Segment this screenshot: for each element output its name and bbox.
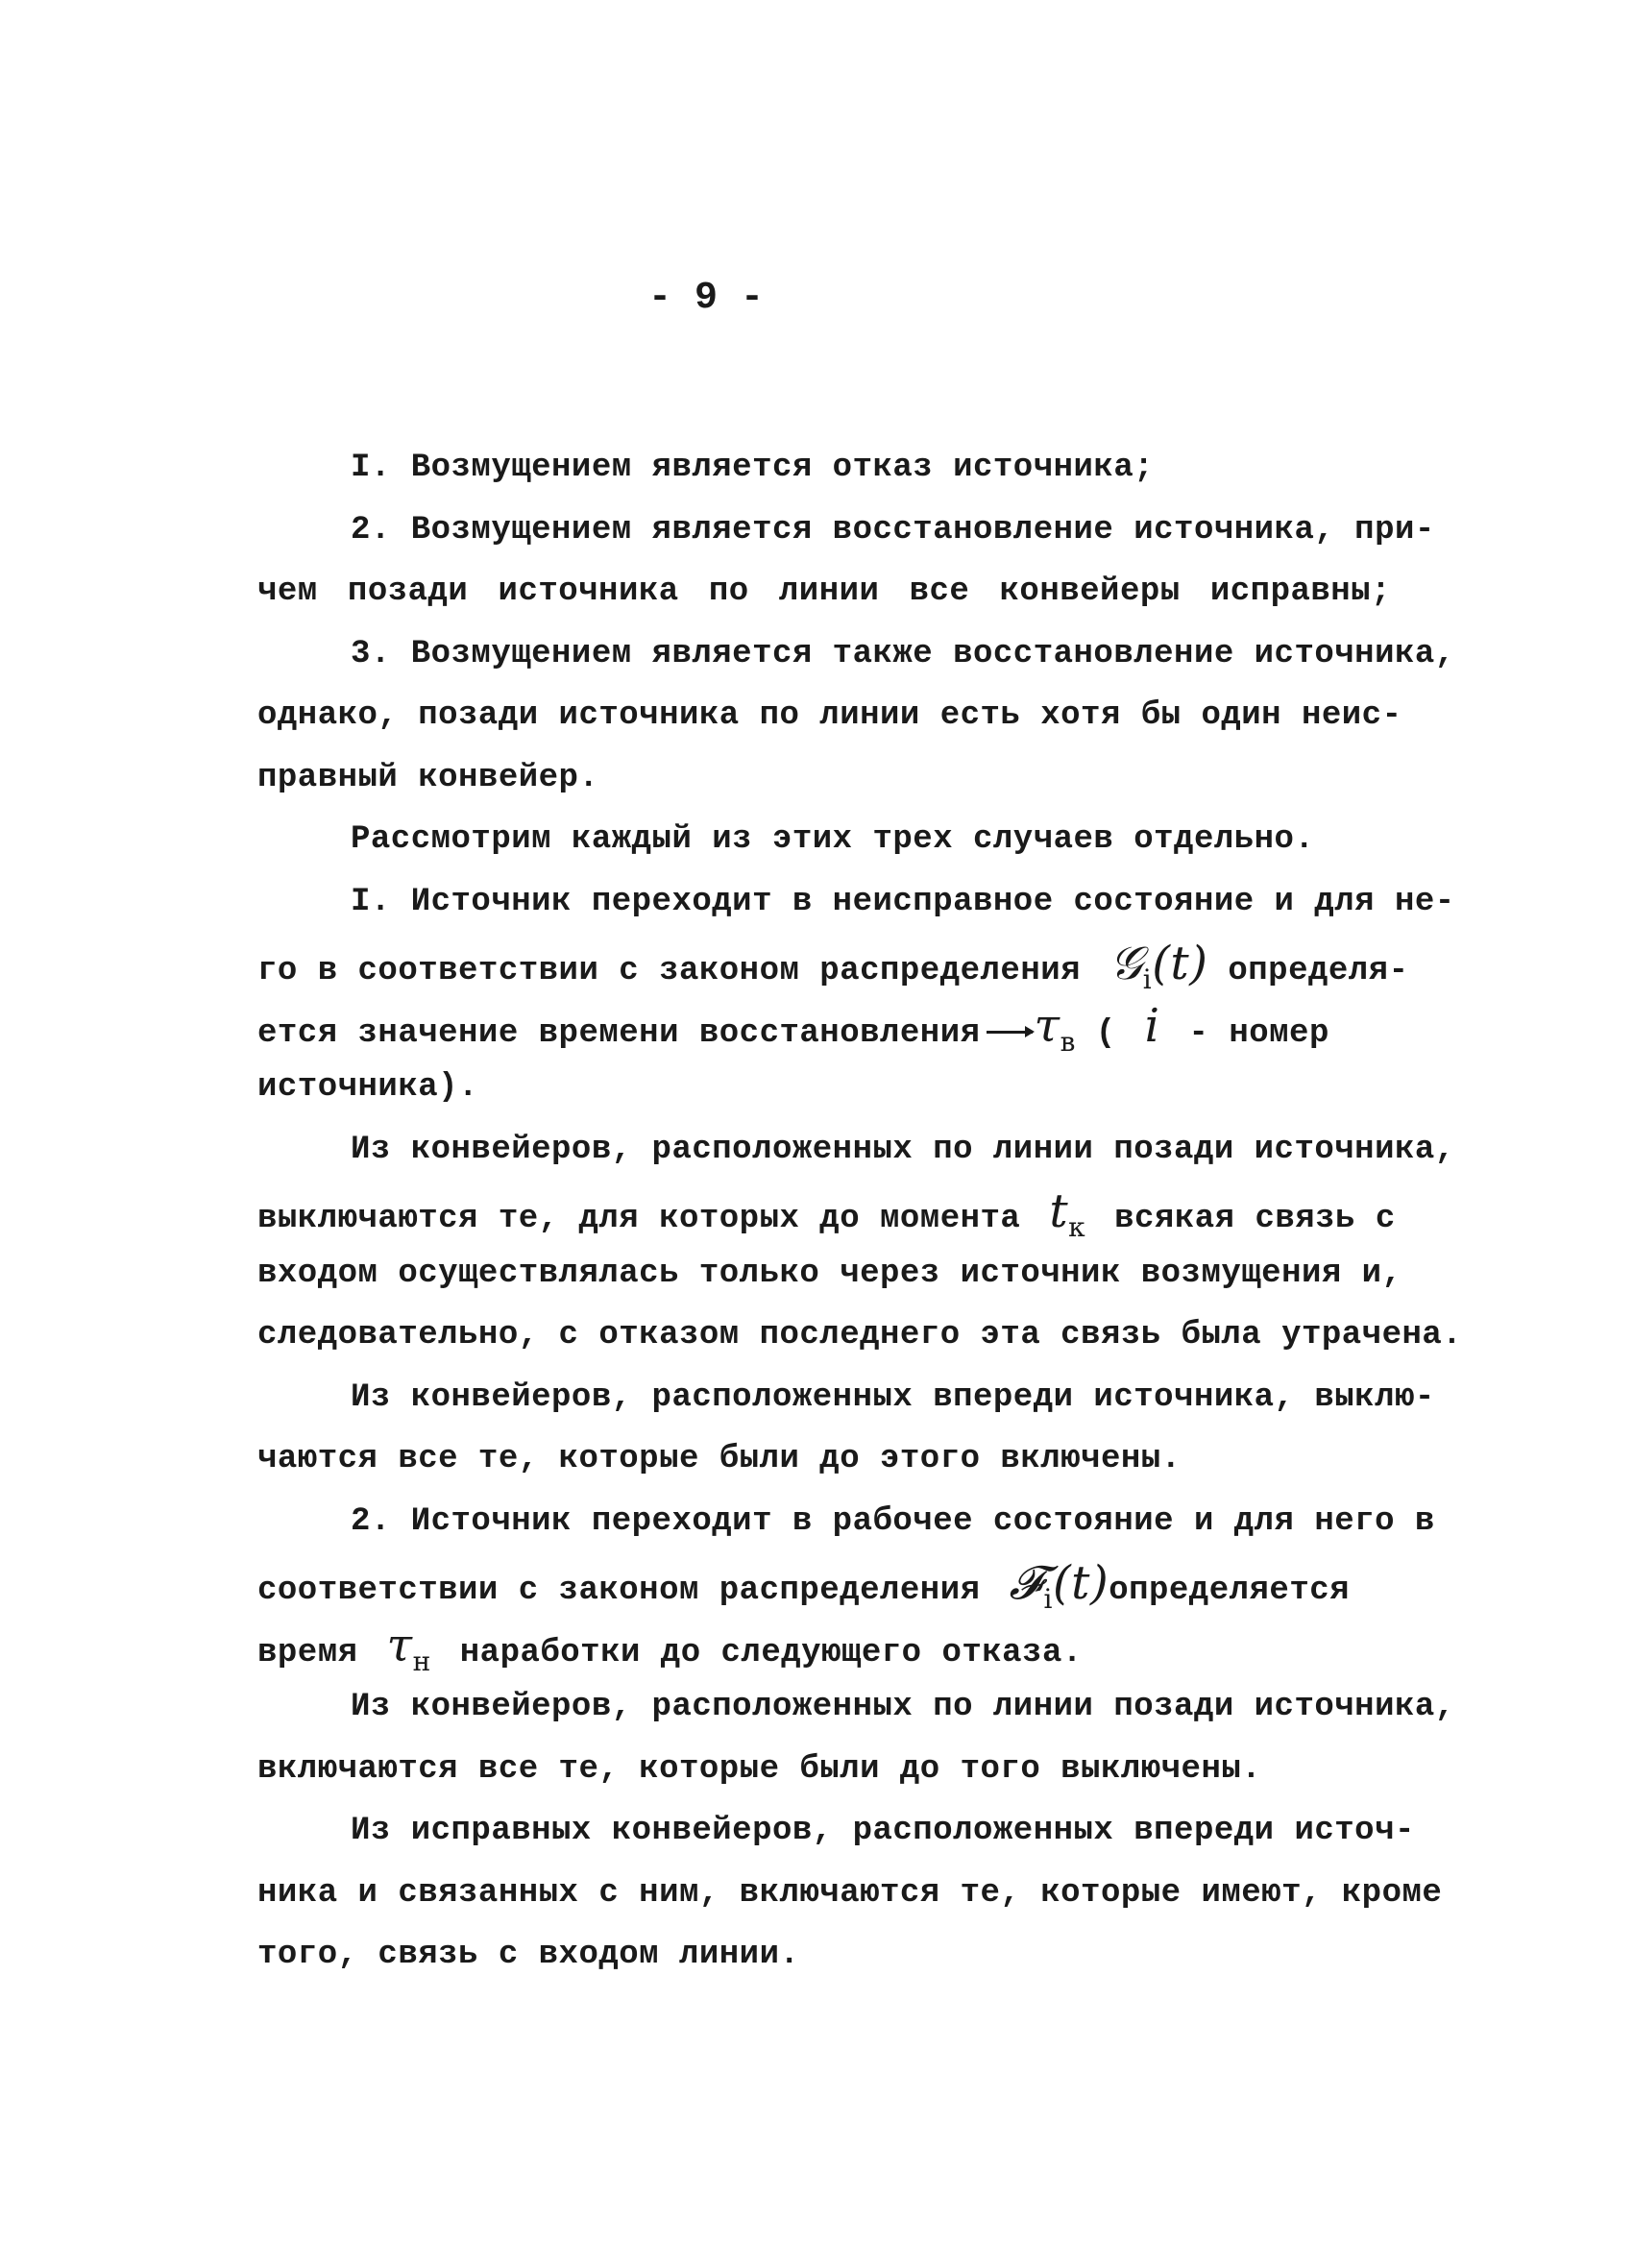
text-line (257, 1615, 1391, 1677)
handwritten-formula: $\tau_в$ (1034, 998, 1076, 1058)
handwritten-formula: i (1144, 998, 1160, 1053)
text-line: Рассмотрим каждый из этих трех случаев отдельно. (351, 821, 1315, 858)
page-number: - 9 - (647, 277, 765, 320)
text-line: чем позади источника по линии все конвейеры исправны; (257, 573, 1391, 610)
text-segment: го в соответствии с законом распределения (257, 953, 1082, 989)
text-line: источника). (257, 1069, 478, 1106)
text-segment: определя- (1228, 953, 1409, 989)
text-segment: соответствии с законом распределения (257, 1573, 981, 1609)
text-line: Из конвейеров, расположенных впереди источника, выклю- (351, 1378, 1435, 1416)
text-line: 3. Возмущением является также восстановление источника, (351, 635, 1455, 672)
text-line: однако, позади источника по линии есть хотя бы один неис- (257, 697, 1402, 734)
text-segment: ( (1095, 1014, 1116, 1052)
handwritten-formula: 𝓕$_i$(t) (1009, 1556, 1109, 1615)
text-segment: наработки до следующего отказа. (459, 1634, 1083, 1671)
handwritten-formula: 𝒢$_i$(t) (1109, 937, 1208, 995)
text-segment: выключаются те, для которых до момента (257, 1201, 1021, 1237)
text-segment: - номер (1188, 1014, 1329, 1052)
arrow-icon (987, 1031, 1033, 1034)
text-line: I. Источник переходит в неисправное состояние и для не- (351, 883, 1455, 920)
text-segment: время (257, 1634, 358, 1671)
text-line (257, 995, 1391, 1058)
text-line: ника и связанных с ним, включаются те, которые имеют, кроме (257, 1874, 1443, 1912)
text-segment: определяется (1109, 1573, 1351, 1609)
body-text (257, 437, 1463, 1987)
text-line: 2. Возмущением является восстановление источника, при- (351, 511, 1435, 549)
text-line: того, связь с входом линии. (257, 1937, 800, 1973)
text-line: Из конвейеров, расположенных по линии позади источника, (351, 1131, 1455, 1168)
text-line: 2. Источник переходит в рабочее состояние и для него в (351, 1502, 1435, 1540)
text-line: правный конвейер. (257, 759, 599, 796)
text-line: I. Возмущением является отказ источника; (351, 450, 1155, 486)
text-segment: ется значение времени восстановления (257, 1014, 981, 1052)
text-line: входом осуществлялась только через источник возмущения и, (257, 1255, 1402, 1292)
text-line: Из конвейеров, расположенных по линии позади источника, (351, 1689, 1455, 1725)
text-line: чаются все те, которые были до этого включены. (257, 1441, 1182, 1477)
text-segment: всякая связь с (1114, 1201, 1396, 1237)
text-line (257, 1552, 1391, 1615)
text-line: включаются все те, которые были до того выключены. (257, 1750, 1262, 1788)
text-line (257, 933, 1409, 995)
text-line (257, 1181, 1396, 1243)
text-line: следовательно, с отказом последнего эта связь была утрачена. (257, 1317, 1463, 1353)
handwritten-formula: $\tau_н$ (386, 1618, 431, 1677)
text-line: Из исправных конвейеров, расположенных впереди источ- (351, 1813, 1415, 1849)
handwritten-formula: $t_к$ (1049, 1184, 1086, 1243)
